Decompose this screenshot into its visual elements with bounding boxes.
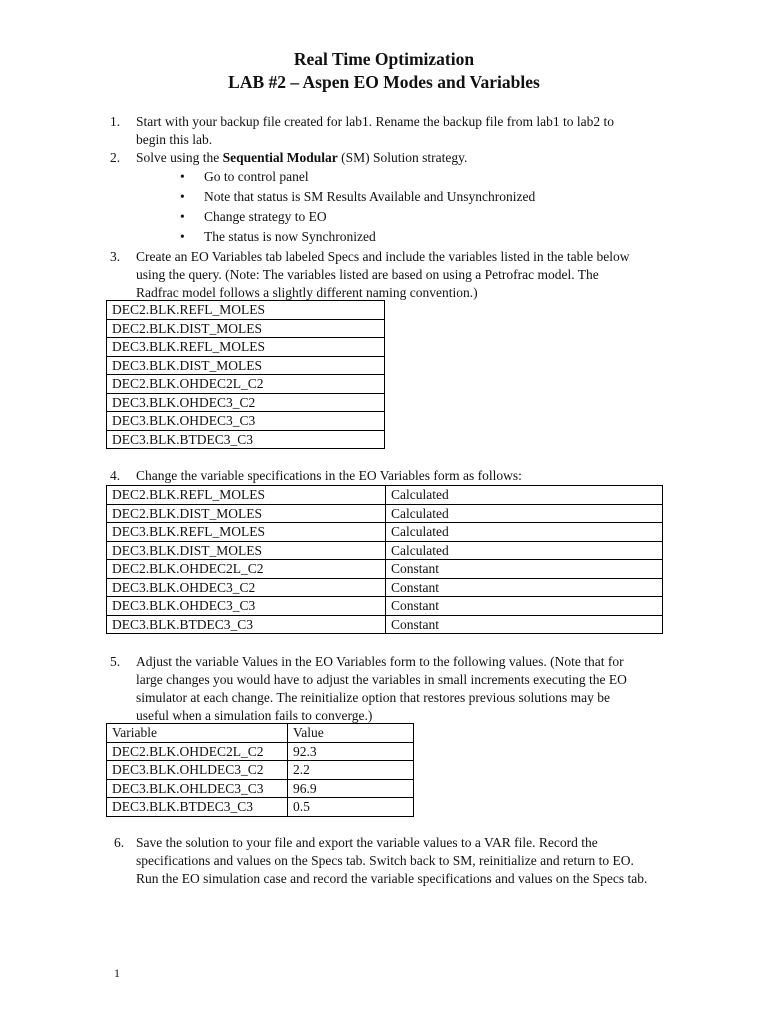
step-number: 2. [110, 150, 121, 165]
table-cell: DEC3.BLK.OHDEC3_C2 [107, 393, 385, 412]
bullet-item [180, 208, 640, 228]
table-cell: DEC3.BLK.REFL_MOLES [107, 523, 386, 542]
bullet-text: Go to control panel [204, 169, 309, 184]
step-number: 1. [110, 114, 121, 129]
table-row [107, 504, 663, 523]
step-number: 5. [110, 654, 121, 669]
variables-table [106, 300, 385, 449]
table-cell: Constant [386, 597, 663, 616]
table-cell: DEC3.BLK.OHLDEC3_C2 [107, 761, 288, 780]
table-row [107, 319, 385, 338]
specifications-table [106, 485, 663, 634]
table-header-cell: Variable [107, 724, 288, 743]
step-text-end: (SM) Solution strategy. [337, 150, 468, 165]
table-row [107, 541, 663, 560]
table-header-row [107, 724, 414, 743]
table-cell: DEC3.BLK.OHDEC3_C3 [107, 412, 385, 431]
bullet-item [180, 188, 640, 208]
table-cell: DEC3.BLK.BTDEC3_C3 [107, 430, 385, 449]
table-row [107, 393, 385, 412]
step-text [136, 149, 656, 167]
table-cell: Calculated [386, 523, 663, 542]
table-cell: DEC3.BLK.DIST_MOLES [107, 356, 385, 375]
table-row [107, 615, 663, 634]
table-cell: 2.2 [288, 761, 414, 780]
table-row [107, 798, 414, 817]
table-cell: DEC3.BLK.REFL_MOLES [107, 338, 385, 357]
table-cell: DEC2.BLK.OHDEC2L_C2 [107, 375, 385, 394]
table-header-cell: Value [288, 724, 414, 743]
table-cell: DEC2.BLK.REFL_MOLES [107, 486, 386, 505]
table-cell: DEC2.BLK.OHDEC2L_C2 [107, 742, 288, 761]
table-row [107, 742, 414, 761]
table-row [107, 560, 663, 579]
step-text: Adjust the variable Values in the EO Variables form to the following values. (Note that for large changes you would have to adjust the variables in small increments executing the EO simulator at each change. The reinitialize option that restores previous solutions may be useful when a simulation fails to converge.) [136, 654, 627, 723]
table-cell: Calculated [386, 541, 663, 560]
table-cell: Constant [386, 578, 663, 597]
bullet-dot-icon: • [180, 169, 185, 184]
table-row [107, 597, 663, 616]
table-cell: DEC3.BLK.OHLDEC3_C3 [107, 779, 288, 798]
step-text-bold: Sequential Modular [222, 150, 338, 165]
bullet-list [180, 168, 640, 248]
table-cell: DEC3.BLK.OHDEC3_C3 [107, 597, 386, 616]
step-text: Change the variable specifications in the EO Variables form as follows: [136, 468, 522, 483]
step-number: 3. [110, 249, 121, 264]
step-text-start: Solve using the [136, 150, 223, 165]
table-cell: 0.5 [288, 798, 414, 817]
step-text: Create an EO Variables tab labeled Specs and include the variables listed in the table below using the query. (Note: The variables listed are based on using a Petrofrac model. The Radfrac model follows a slightly different naming convention.) [136, 249, 630, 300]
bullet-dot-icon: • [180, 209, 185, 224]
table-cell: Calculated [386, 486, 663, 505]
page-number: 1 [114, 966, 120, 980]
table-cell: DEC3.BLK.OHDEC3_C2 [107, 578, 386, 597]
bullet-item [180, 228, 640, 248]
table-row [107, 430, 385, 449]
table-row [107, 356, 385, 375]
table-cell: DEC2.BLK.DIST_MOLES [107, 319, 385, 338]
bullet-text: Change strategy to EO [204, 209, 327, 224]
table-row [107, 301, 385, 320]
table-row [107, 375, 385, 394]
table-row [107, 578, 663, 597]
table-row [107, 486, 663, 505]
table-cell: DEC3.BLK.BTDEC3_C3 [107, 798, 288, 817]
table-cell: DEC2.BLK.OHDEC2L_C2 [107, 560, 386, 579]
table-cell: DEC3.BLK.DIST_MOLES [107, 541, 386, 560]
table-cell: Calculated [386, 504, 663, 523]
table-cell: Constant [386, 615, 663, 634]
doc-subtitle: LAB #2 – Aspen EO Modes and Variables [228, 72, 540, 92]
step-number: 4. [110, 468, 121, 483]
table-row [107, 412, 385, 431]
table-cell: 92.3 [288, 742, 414, 761]
step-text: Start with your backup file created for lab1. Rename the backup file from lab1 to lab2 to begin this lab. [136, 114, 614, 147]
bullet-dot-icon: • [180, 229, 185, 244]
table-cell: DEC2.BLK.REFL_MOLES [107, 301, 385, 320]
table-row [107, 523, 663, 542]
table-cell: DEC2.BLK.DIST_MOLES [107, 504, 386, 523]
table-cell: Constant [386, 560, 663, 579]
bullet-text: The status is now Synchronized [204, 229, 376, 244]
bullet-dot-icon: • [180, 189, 185, 204]
table-row [107, 338, 385, 357]
step-number: 6. [114, 835, 125, 850]
table-cell: 96.9 [288, 779, 414, 798]
step-text: Save the solution to your file and export the variable values to a VAR file. Record the specifications and values on the Specs tab. Switch back to SM, reinitialize and return to EO. Run the EO simulation case and record the variable specifications and values on the Specs tab. [136, 835, 648, 886]
bullet-text: Note that status is SM Results Available and Unsynchronized [204, 189, 536, 204]
values-table [106, 723, 414, 817]
bullet-item [180, 168, 640, 188]
table-row [107, 761, 414, 780]
doc-title: Real Time Optimization [293, 49, 475, 69]
table-cell: DEC3.BLK.BTDEC3_C3 [107, 615, 386, 634]
table-row [107, 779, 414, 798]
